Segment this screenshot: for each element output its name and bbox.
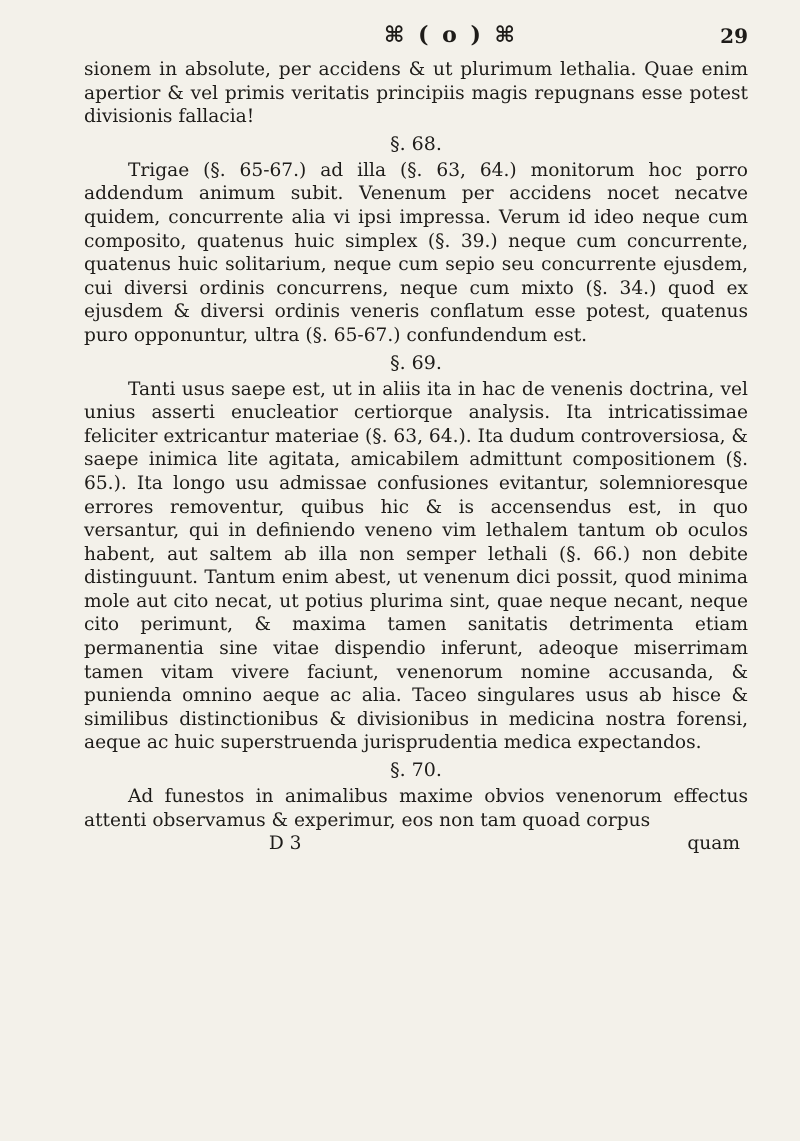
paragraph-section-69: Tanti usus saepe est, ut in aliis ita in hac de venenis doctrina, vel unius asserti enucleatior certiorque analysis. Ita intricatissimae feliciter extricantur materiae (§. 63, 64.). Ita dudum controversiosa, & saepe inimica lite agitata, amicabilem admittunt compositionem (§. 65.). Ita longo usu admissae confusiones evitantur, solemnioresque errores removentur, quibus hic & is accensendus est, in quo versantur, qui in definiendo veneno vim lethalem tantum ob oculos habent, aut saltem ab illa non semper lethali (§. 66.) non debite distinguunt. Tantum enim abest, ut venenum dici possit, quod minima mole aut cito necat, ut potius plurima sint, quae neque necant, neque cito perimunt, & maxima tamen sanitatis detrimenta etiam permanentia sine vitae dispendio inferunt, adeoque miserrimam tamen vitam vivere faciunt, venenorum nomine accusanda, & punienda omnino aeque ac alia. Taceo singulares usus ab hisce & similibus distinctionibus & divisionibus in medicina nostra forensi, aeque ac huic superstruenda jurisprudentia medica expectandos. <box>84 378 748 754</box>
section-heading-68: §. 68. <box>390 132 442 155</box>
paragraph-section-68: Trigae (§. 65-67.) ad illa (§. 63, 64.) monitorum hoc porro addendum animum subit. Venenum per accidens nocet necatve quidem, concurrente alia vi ipsi impressa. Verum id ideo neque cum composito, quatenus huic simplex (§. 39.) neque cum concurrente, quatenus huic solitarium, neque cum sepio seu concurrente ejusdem, cui diversi ordinis concurrens, neque cum mixto (§. 34.) quod ex ejusdem & diversi ordinis veneris conflatum esse potest, quatenus puro opponuntur, ultra (§. 65-67.) confundendum est. <box>84 159 748 346</box>
body-text <box>84 58 748 856</box>
paragraph-continuation: sionem in absolute, per accidens & ut plurimum lethalia. Quae enim apertior & vel primis veritatis principiis magis repugnans esse potest divisionis fallacia! <box>84 59 748 128</box>
ornament-page-marker: ⌘ ( o ) ⌘ <box>384 22 518 48</box>
catchword: quam <box>687 833 740 855</box>
running-head <box>84 18 748 58</box>
paragraph-section-70: Ad funestos in animalibus maxime obvios venenorum effectus attenti observamus & experimur, eos non tam quoad corpus <box>84 786 748 831</box>
section-heading-69: §. 69. <box>390 351 442 374</box>
page-number: 29 <box>720 24 748 48</box>
page-footer <box>84 832 748 856</box>
section-heading-70: §. 70. <box>390 759 442 782</box>
signature-mark: D 3 <box>268 833 302 855</box>
